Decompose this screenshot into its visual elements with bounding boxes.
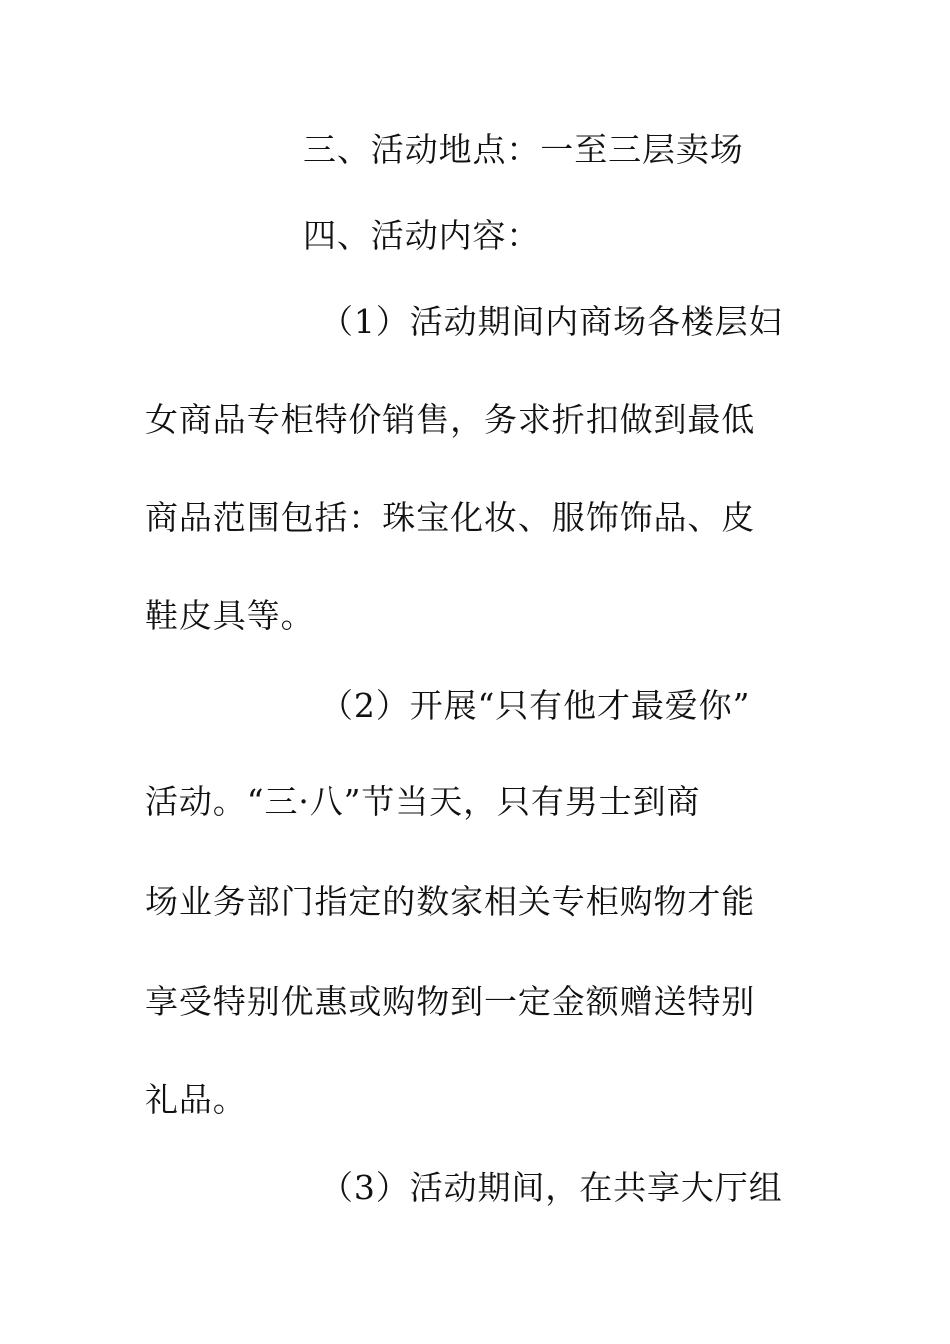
paragraph-line: 商品范围包括：珠宝化妆、服饰饰品、皮 <box>145 498 756 537</box>
paragraph-line: （3）活动期间，在共享大厅组 <box>320 1168 783 1207</box>
section-heading-location: 三、活动地点：一至三层卖场 <box>303 130 744 169</box>
paragraph-line: 享受特别优惠或购物到一定金额赠送特别 <box>145 982 756 1021</box>
section-heading-content: 四、活动内容： <box>303 216 541 255</box>
paragraph-line: （2）开展“只有他才最爱你” <box>320 686 751 725</box>
paragraph-line: 活动。“三·八”节当天，只有男士到商 <box>145 782 701 821</box>
paragraph-line: 女商品专柜特价销售，务求折扣做到最低 <box>145 400 756 439</box>
paragraph-line: （1）活动期间内商场各楼层妇 <box>320 302 783 341</box>
paragraph-line: 礼品。 <box>145 1080 247 1119</box>
paragraph-line: 鞋皮具等。 <box>145 596 315 635</box>
paragraph-line: 场业务部门指定的数家相关专柜购物才能 <box>145 882 756 921</box>
